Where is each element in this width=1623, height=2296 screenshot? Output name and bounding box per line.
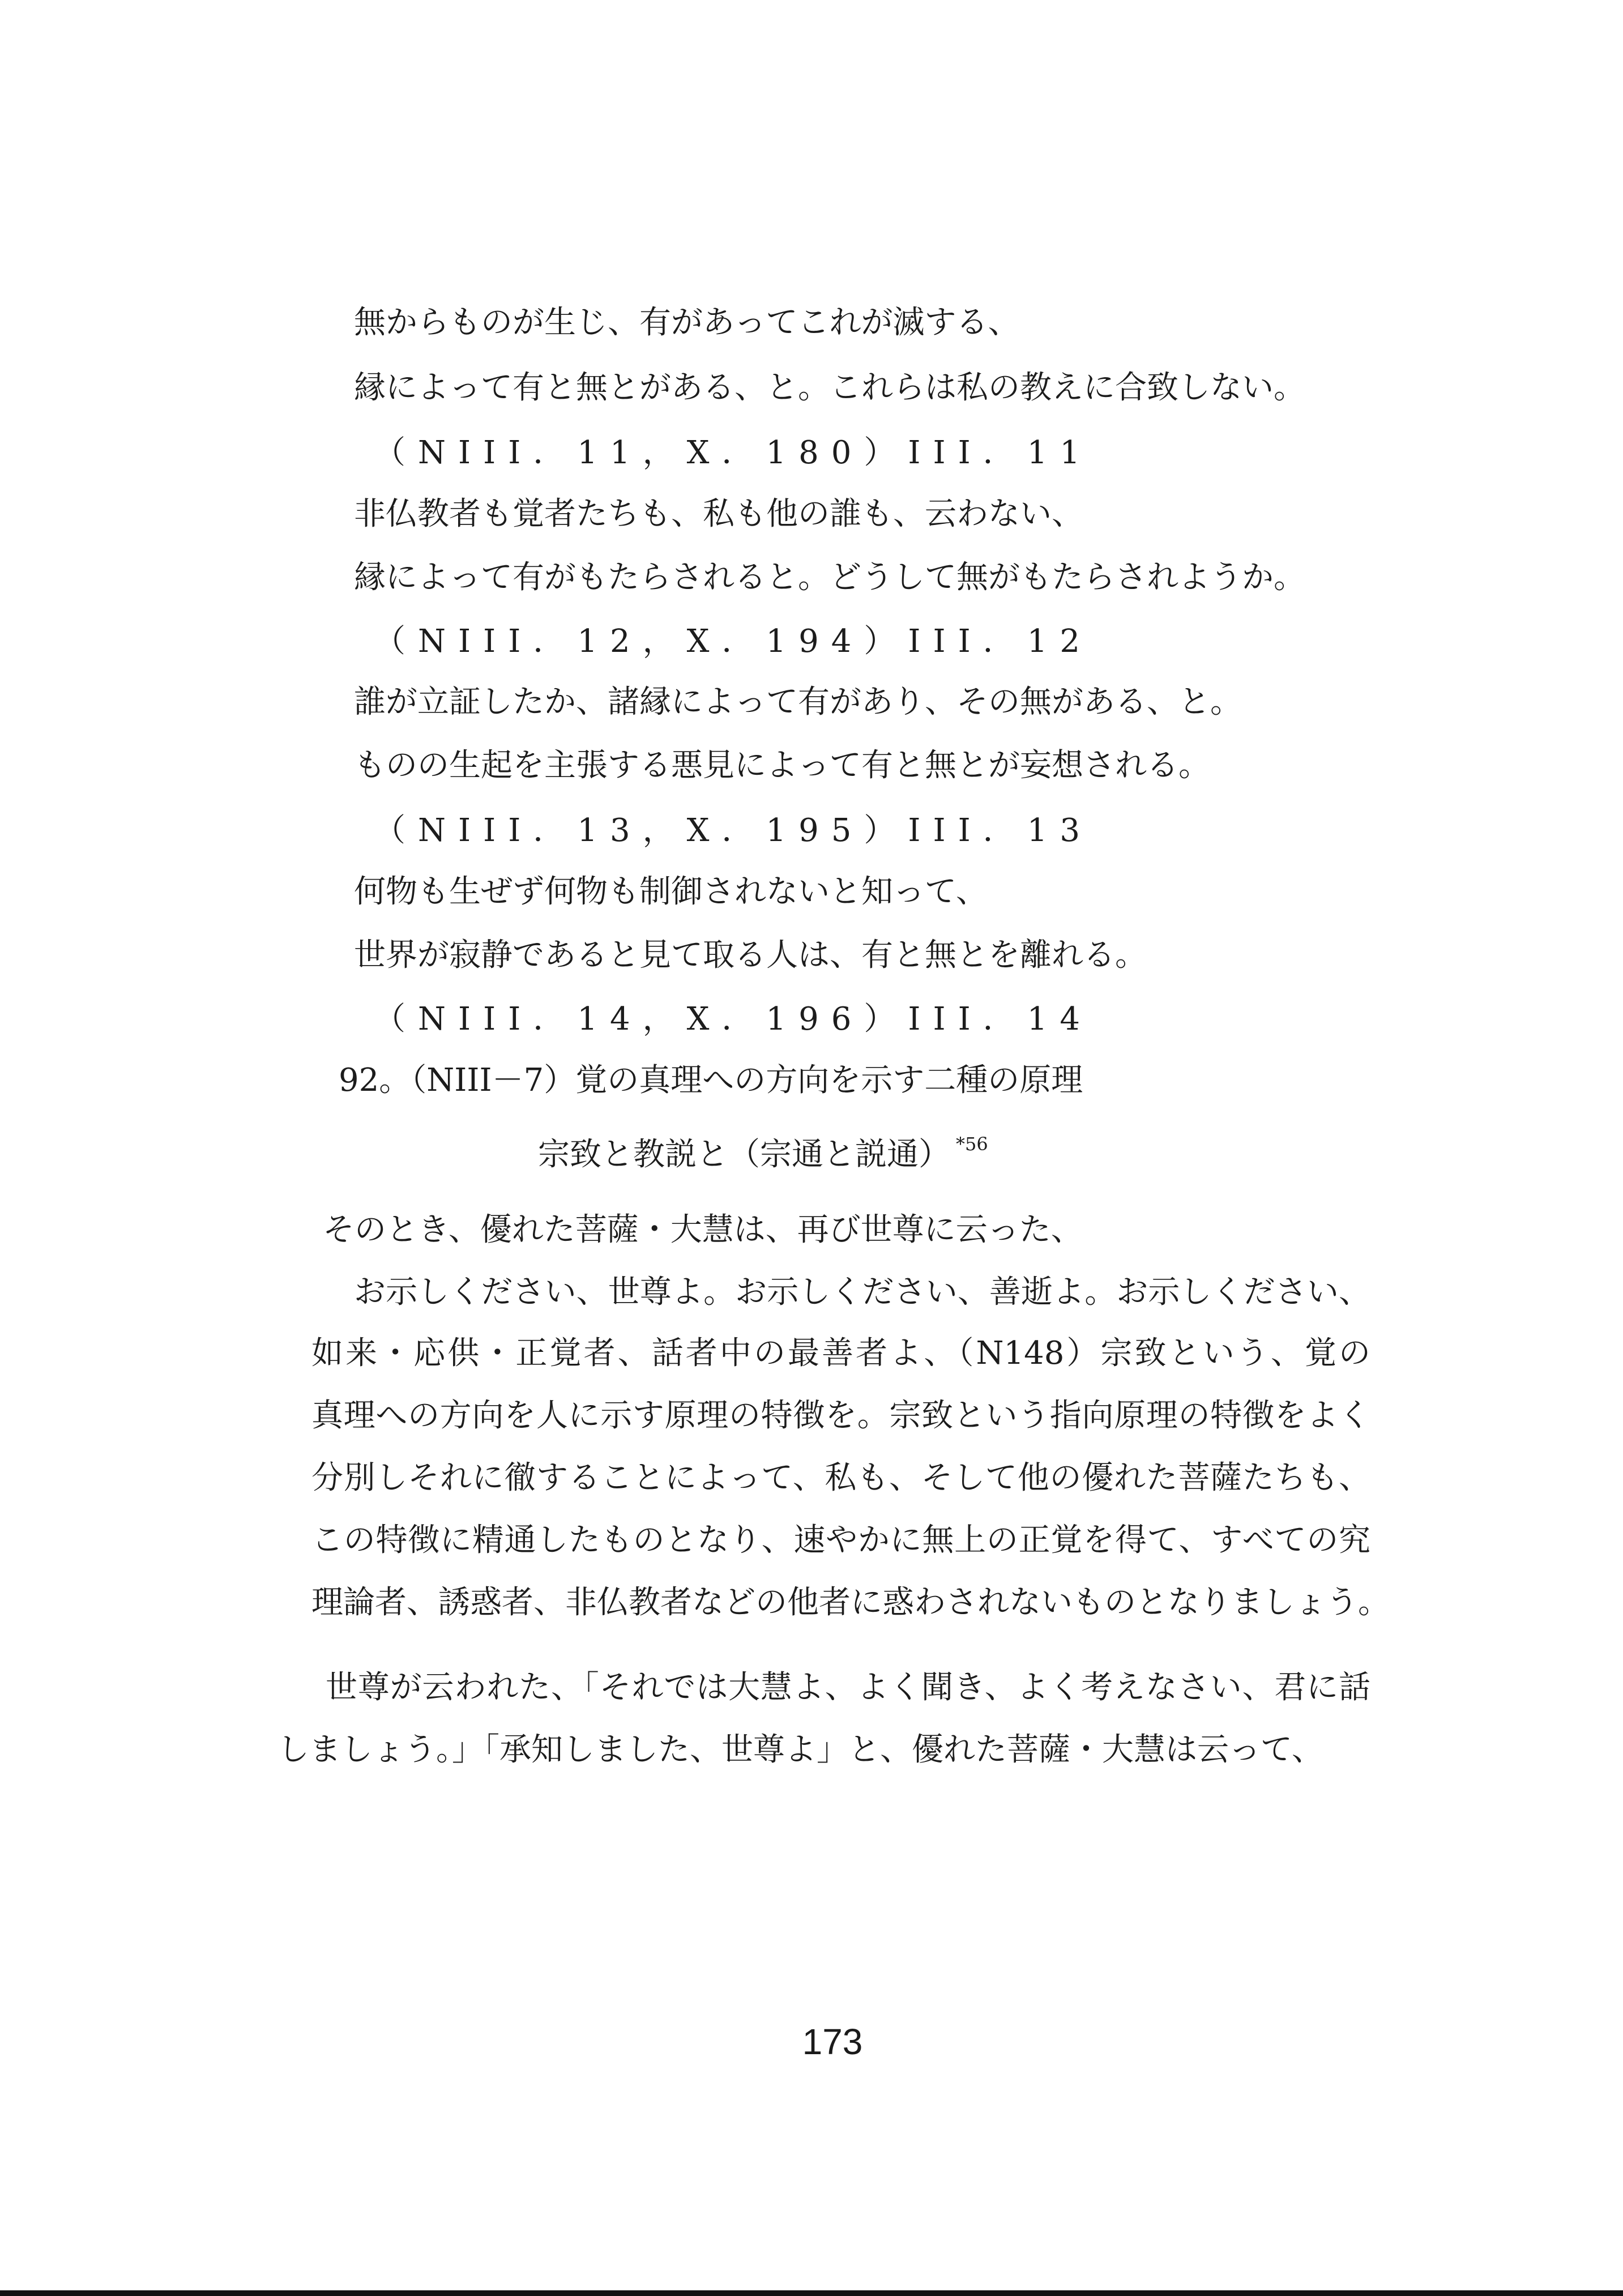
paragraph-line: 世尊が云われた、「それでは大慧よ、よく聞き、よく考えなさい、君に話 xyxy=(326,1669,1370,1706)
section-subheading xyxy=(538,1121,988,1177)
verse-line: 非仏教者も覚者たちも、私も他の誰も、云わない、 xyxy=(354,496,1083,532)
verse-reference: （NIII．13，X．195）III．13 xyxy=(374,812,1092,849)
bottom-edge-rule xyxy=(0,2290,1623,2296)
paragraph-line: この特徴に精通したものとなり、速やかに無上の正覚を得て、すべての究 xyxy=(311,1522,1370,1559)
verse-line: 何物も生ぜず何物も制御されないと知って、 xyxy=(354,873,988,910)
verse-line: 縁によって有と無とがある、と。これらは私の教えに合致しない。 xyxy=(354,369,1305,406)
page-number: 173 xyxy=(802,2021,863,2062)
verse-line: 縁によって有がもたらされると。どうして無がもたらされようか。 xyxy=(354,559,1305,596)
section-heading: 92。（NIII－7）覚の真理への方向を示す二種の原理 xyxy=(339,1062,1083,1099)
verse-line: 世界が寂静であると見て取る人は、有と無とを離れる。 xyxy=(354,937,1147,974)
section-subheading-text: 宗致と教説と（宗通と説通） xyxy=(538,1136,950,1173)
verse-reference: （NIII．11，X．180）III．11 xyxy=(374,434,1092,471)
intro-line: そのとき、優れた菩薩・大慧は、再び世尊に云った、 xyxy=(323,1211,1083,1248)
verse-reference: （NIII．14，X．196）III．14 xyxy=(374,1001,1092,1038)
verse-line: 誰が立証したか、諸縁によって有があり、その無がある、と。 xyxy=(354,684,1242,720)
footnote-marker: *56 xyxy=(956,1133,988,1155)
verse-line: ものの生起を主張する悪見によって有と無とが妄想される。 xyxy=(354,747,1210,784)
verse-line: 無からものが生じ、有があってこれが滅する、 xyxy=(354,304,1020,341)
paragraph-line: お示しください、世尊よ。お示しください、善逝よ。お示しください、 xyxy=(354,1274,1371,1311)
paragraph-line: 真理への方向を人に示す原理の特徴を。宗致という指向原理の特徴をよく xyxy=(311,1397,1370,1434)
paragraph-line: 分別しそれに徹することによって、私も、そして他の優れた菩薩たちも、 xyxy=(311,1459,1370,1496)
paragraph-line: しましょう。」「承知しました、世尊よ」と、優れた菩薩・大慧は云って、 xyxy=(277,1731,1323,1768)
verse-reference: （NIII．12，X．194）III．12 xyxy=(374,623,1092,660)
paragraph-line: 理論者、誘惑者、非仏教者などの他者に惑わされないものとなりましょう。 xyxy=(311,1584,1390,1621)
paragraph-line: 如来・応供・正覚者、話者中の最善者よ、（N148）宗致という、覚の xyxy=(311,1335,1370,1372)
